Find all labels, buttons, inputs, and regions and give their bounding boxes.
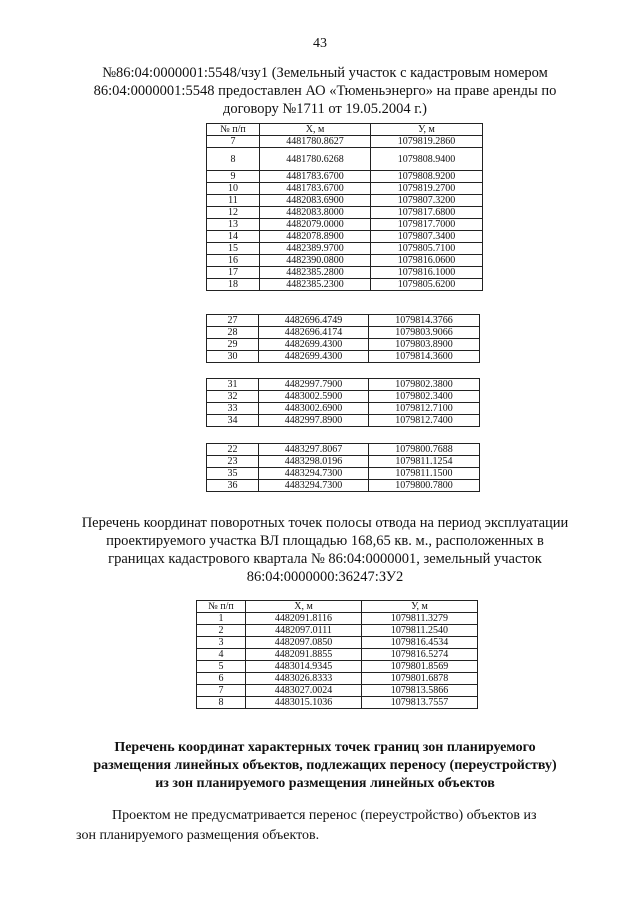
cell-number: 14 bbox=[207, 231, 260, 243]
cell-x: 4481783.6700 bbox=[260, 171, 371, 183]
cell-y: 1079805.7100 bbox=[371, 243, 483, 255]
cell-y: 1079819.2860 bbox=[371, 136, 483, 148]
cell-x: 4482083.8000 bbox=[260, 207, 371, 219]
cell-x: 4482997.8900 bbox=[259, 415, 369, 427]
cell-number: 12 bbox=[207, 207, 260, 219]
cell-x: 4482696.4749 bbox=[259, 315, 369, 327]
cell-x: 4482696.4174 bbox=[259, 327, 369, 339]
cell-x: 4483294.7300 bbox=[259, 480, 369, 492]
table-row bbox=[197, 637, 478, 649]
section3-heading bbox=[60, 739, 590, 793]
table-row bbox=[207, 243, 483, 255]
cell-x: 4481783.6700 bbox=[260, 183, 371, 195]
table-row bbox=[207, 231, 483, 243]
cell-y: 1079800.7688 bbox=[369, 444, 480, 456]
column-header-y: У, м bbox=[371, 124, 483, 136]
cell-number: 16 bbox=[207, 255, 260, 267]
cell-y: 1079816.0600 bbox=[371, 255, 483, 267]
cell-number: 31 bbox=[207, 379, 259, 391]
cell-number: 29 bbox=[207, 339, 259, 351]
cell-number: 1 bbox=[197, 613, 246, 625]
heading-line: из зон планируемого размещения линейных объектов bbox=[155, 776, 495, 791]
coords-table-1-group-1 bbox=[206, 123, 483, 291]
cell-number: 17 bbox=[207, 267, 260, 279]
cell-y: 1079811.2540 bbox=[362, 625, 478, 637]
cell-number: 18 bbox=[207, 279, 260, 291]
cell-number: 8 bbox=[207, 148, 260, 171]
cell-x: 4482997.7900 bbox=[259, 379, 369, 391]
table-row bbox=[207, 456, 480, 468]
table-header-row bbox=[207, 124, 483, 136]
cell-x: 4482390.0800 bbox=[260, 255, 371, 267]
column-header-x: Х, м bbox=[260, 124, 371, 136]
coords-table-1-group-2 bbox=[206, 314, 480, 363]
cell-y: 1079801.8569 bbox=[362, 661, 478, 673]
heading-line: Перечень координат характерных точек границ зон планируемого bbox=[114, 740, 536, 755]
column-header-x: Х, м bbox=[246, 601, 362, 613]
heading-line: договору №1711 от 19.05.2004 г.) bbox=[223, 101, 427, 117]
cell-y: 1079816.5274 bbox=[362, 649, 478, 661]
cell-number: 10 bbox=[207, 183, 260, 195]
cell-number: 7 bbox=[207, 136, 260, 148]
cell-number: 28 bbox=[207, 327, 259, 339]
table-row bbox=[207, 379, 480, 391]
table-row bbox=[207, 468, 480, 480]
table-row bbox=[197, 697, 478, 709]
table-row bbox=[207, 327, 480, 339]
table-row bbox=[207, 480, 480, 492]
table-row bbox=[207, 351, 480, 363]
cell-x: 4482097.0111 bbox=[246, 625, 362, 637]
cell-y: 1079801.6878 bbox=[362, 673, 478, 685]
cell-y: 1079807.3400 bbox=[371, 231, 483, 243]
cell-number: 8 bbox=[197, 697, 246, 709]
section2-heading bbox=[60, 514, 590, 586]
cell-number: 9 bbox=[207, 171, 260, 183]
cell-x: 4482699.4300 bbox=[259, 351, 369, 363]
table-row bbox=[197, 625, 478, 637]
cell-number: 30 bbox=[207, 351, 259, 363]
cell-number: 22 bbox=[207, 444, 259, 456]
cell-x: 4483027.0024 bbox=[246, 685, 362, 697]
table-row bbox=[207, 267, 483, 279]
cell-y: 1079811.3279 bbox=[362, 613, 478, 625]
cell-y: 1079814.3766 bbox=[369, 315, 480, 327]
cell-number: 3 bbox=[197, 637, 246, 649]
cell-x: 4482385.2300 bbox=[260, 279, 371, 291]
cell-y: 1079811.1500 bbox=[369, 468, 480, 480]
cell-x: 4483026.8333 bbox=[246, 673, 362, 685]
cell-y: 1079816.4534 bbox=[362, 637, 478, 649]
cell-number: 7 bbox=[197, 685, 246, 697]
cell-y: 1079813.7557 bbox=[362, 697, 478, 709]
cell-y: 1079813.5866 bbox=[362, 685, 478, 697]
cell-x: 4482083.6900 bbox=[260, 195, 371, 207]
heading-line: границах кадастрового квартала № 86:04:0000001, земельный участок bbox=[108, 551, 542, 567]
table-row bbox=[207, 219, 483, 231]
paragraph-line: зон планируемого размещения объектов. bbox=[76, 828, 320, 843]
cell-number: 6 bbox=[197, 673, 246, 685]
cell-y: 1079817.6800 bbox=[371, 207, 483, 219]
cell-number: 33 bbox=[207, 403, 259, 415]
table-row bbox=[207, 148, 483, 171]
cell-y: 1079814.3600 bbox=[369, 351, 480, 363]
cell-x: 4483297.8067 bbox=[259, 444, 369, 456]
cell-y: 1079808.9200 bbox=[371, 171, 483, 183]
table-row bbox=[207, 279, 483, 291]
table-row bbox=[197, 649, 478, 661]
cell-y: 1079807.3200 bbox=[371, 195, 483, 207]
heading-line: №86:04:0000001:5548/чзу1 (Земельный участок с кадастровым номером bbox=[102, 65, 548, 81]
cell-y: 1079812.7400 bbox=[369, 415, 480, 427]
cell-x: 4483298.0196 bbox=[259, 456, 369, 468]
table-row bbox=[207, 195, 483, 207]
heading-line: 86:04:0000001:5548 предоставлен АО «Тюменьэнерго» на праве аренды по bbox=[93, 83, 557, 99]
table-row bbox=[207, 391, 480, 403]
paragraph-line: Проектом не предусматривается перенос (переустройство) объектов из bbox=[112, 808, 537, 823]
cell-number: 34 bbox=[207, 415, 259, 427]
table-row bbox=[207, 136, 483, 148]
cell-number: 4 bbox=[197, 649, 246, 661]
cell-y: 1079802.3400 bbox=[369, 391, 480, 403]
cell-number: 32 bbox=[207, 391, 259, 403]
cell-x: 4482097.0850 bbox=[246, 637, 362, 649]
heading-line: Перечень координат поворотных точек полосы отвода на период эксплуатации bbox=[81, 515, 569, 531]
cell-number: 11 bbox=[207, 195, 260, 207]
cell-x: 4483294.7300 bbox=[259, 468, 369, 480]
cell-x: 4482699.4300 bbox=[259, 339, 369, 351]
cell-x: 4481780.6268 bbox=[260, 148, 371, 171]
cell-y: 1079802.3800 bbox=[369, 379, 480, 391]
cell-number: 35 bbox=[207, 468, 259, 480]
cell-x: 4483015.1036 bbox=[246, 697, 362, 709]
cell-number: 5 bbox=[197, 661, 246, 673]
cell-y: 1079811.1254 bbox=[369, 456, 480, 468]
cell-number: 13 bbox=[207, 219, 260, 231]
heading-line: 86:04:0000000:36247:ЗУ2 bbox=[246, 569, 404, 585]
cell-x: 4483014.9345 bbox=[246, 661, 362, 673]
cell-x: 4483002.5900 bbox=[259, 391, 369, 403]
cell-number: 27 bbox=[207, 315, 259, 327]
table-row bbox=[207, 339, 480, 351]
table-row bbox=[207, 171, 483, 183]
table-row bbox=[207, 183, 483, 195]
cell-y: 1079803.9066 bbox=[369, 327, 480, 339]
column-header-number: № п/п bbox=[207, 124, 260, 136]
cell-x: 4482091.8855 bbox=[246, 649, 362, 661]
cell-x: 4481780.8627 bbox=[260, 136, 371, 148]
cell-x: 4482079.0000 bbox=[260, 219, 371, 231]
cell-x: 4482385.2800 bbox=[260, 267, 371, 279]
coords-table-1-group-4 bbox=[206, 443, 480, 492]
section3-paragraph bbox=[76, 806, 596, 846]
table-row bbox=[197, 685, 478, 697]
cell-x: 4482078.8900 bbox=[260, 231, 371, 243]
column-header-number: № п/п bbox=[197, 601, 246, 613]
cell-x: 4482091.8116 bbox=[246, 613, 362, 625]
table-row bbox=[197, 661, 478, 673]
coords-table-2 bbox=[196, 600, 478, 709]
section1-heading bbox=[70, 64, 580, 118]
table-row bbox=[207, 207, 483, 219]
cell-number: 36 bbox=[207, 480, 259, 492]
table-row bbox=[197, 613, 478, 625]
table-row bbox=[197, 673, 478, 685]
cell-number: 15 bbox=[207, 243, 260, 255]
table-row bbox=[207, 444, 480, 456]
cell-number: 2 bbox=[197, 625, 246, 637]
cell-y: 1079816.1000 bbox=[371, 267, 483, 279]
heading-line: размещения линейных объектов, подлежащих переносу (переустройству) bbox=[93, 758, 557, 773]
cell-y: 1079805.6200 bbox=[371, 279, 483, 291]
cell-y: 1079808.9400 bbox=[371, 148, 483, 171]
cell-x: 4482389.9700 bbox=[260, 243, 371, 255]
cell-y: 1079817.7000 bbox=[371, 219, 483, 231]
page-number: 43 bbox=[313, 36, 327, 51]
cell-y: 1079819.2700 bbox=[371, 183, 483, 195]
column-header-y: У, м bbox=[362, 601, 478, 613]
cell-y: 1079800.7800 bbox=[369, 480, 480, 492]
table-header-row bbox=[197, 601, 478, 613]
table-row bbox=[207, 403, 480, 415]
table-row bbox=[207, 315, 480, 327]
cell-y: 1079812.7100 bbox=[369, 403, 480, 415]
table-row bbox=[207, 415, 480, 427]
cell-x: 4483002.6900 bbox=[259, 403, 369, 415]
heading-line: проектируемого участка ВЛ площадью 168,65 кв. м., расположенных в bbox=[106, 533, 544, 549]
cell-y: 1079803.8900 bbox=[369, 339, 480, 351]
coords-table-1-group-3 bbox=[206, 378, 480, 427]
cell-number: 23 bbox=[207, 456, 259, 468]
table-row bbox=[207, 255, 483, 267]
